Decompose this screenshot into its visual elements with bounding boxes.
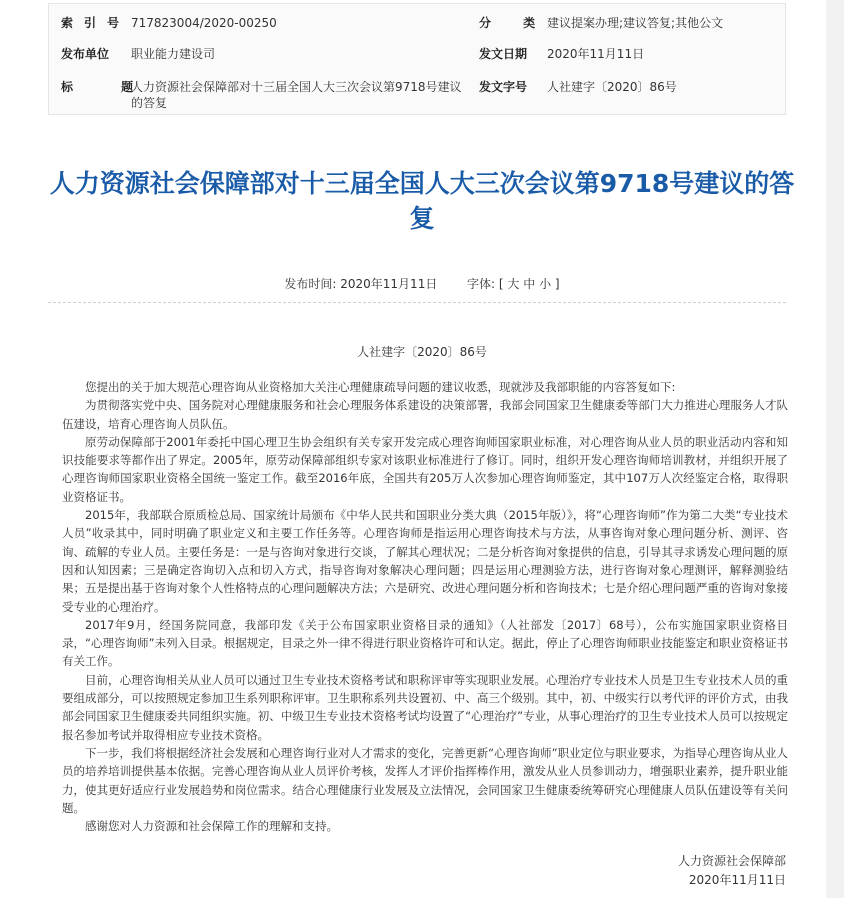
date-label: 发文日期 [479, 47, 528, 61]
signature-block [678, 852, 786, 890]
document-body [62, 378, 788, 835]
body-paragraph: 目前，心理咨询相关从业人员可以通过卫生专业技术资格考试和职称评审等实现职业发展。心理治疗专业技术人员是卫生专业技术人员的重要组成部分，可以按照规定参加卫生系列职称评审。卫生职称系列共设置初、中、高三个级别。其中，初、中级实行以考代评的评价方式，由我部会同国家卫生健康委共同组织实施。初、中级卫生专业技术资格考试均设置了“心理治疗”专业，从事心理治疗的卫生专业技术人员可以按规定报名参加考试并取得相应专业技术资格。 [62, 672, 788, 742]
index-value: 717823004/2020-00250 [131, 16, 277, 30]
publish-time-value: 2020年11月11日 [340, 277, 438, 291]
document-number: 人社建字〔2020〕86号 [357, 345, 487, 359]
publish-time-label: 发布时间: [284, 277, 337, 291]
font-size-open-bracket: [ [498, 277, 504, 291]
font-size-medium-link[interactable]: 中 [523, 277, 536, 291]
category-label: 分 类 [479, 16, 550, 30]
font-size-large-link[interactable]: 大 [507, 277, 520, 291]
header-divider [48, 302, 786, 303]
publish-info-bar [0, 275, 844, 292]
category-value: 建议提案办理;建议答复;其他公文 [547, 16, 724, 30]
date-value: 2020年11月11日 [547, 47, 645, 61]
title-value: 人力资源社会保障部对十三届全国人大三次会议第9718号建议的答复 [131, 80, 462, 110]
docno-label: 发文字号 [479, 80, 528, 94]
font-size-small-link[interactable]: 小 [539, 277, 552, 291]
font-size-label: 字体: [467, 277, 496, 291]
issuer-value: 职业能力建设司 [131, 47, 216, 61]
body-paragraph: 为贯彻落实党中央、国务院对心理健康服务和社会心理服务体系建设的决策部署，我部会同国家卫生健康委等部门大力推进心理服务人才队伍建设，培育心理咨询人员队伍。 [62, 398, 788, 431]
body-paragraph: 2017年9月，经国务院同意，我部印发《关于公布国家职业资格目录的通知》（人社部发〔2017〕68号），公布实施国家职业资格目录，“心理咨询师”未列入目录。根据规定，目录之外一律不得进行职业资格许可和认定。据此，停止了心理咨询师职业技能鉴定和职业资格证书有关工作。 [62, 617, 788, 669]
font-size-close-bracket: ] [554, 277, 560, 291]
body-paragraph: 2015年，我部联合原质检总局、国家统计局颁布《中华人民共和国职业分类大典（2015年版）》，将“心理咨询师”作为第二大类“专业技术人员”收录其中，同时明确了职业定义和主要工作任务等。心理咨询师是指运用心理咨询技术与方法，从事咨询对象心理问题分析、测评、咨询、疏解的专业人员。主要任务是：一是与咨询对象进行交谈，了解其心理状况；二是分析咨询对象提供的信息，引导其寻求诱发心理问题的原因和认知因素；三是确定咨询切入点和切入方式，指导咨询对象解决心理问题；四是运用心理测验方法，进行咨询对象心理测评，解释测验结果；五是提出基于咨询对象个人性格特点的心理问题解决方法；六是研究、改进心理问题分析和咨询技术；七是介绍心理问题严重的咨询对象接受专业的心理治疗。 [62, 508, 788, 614]
index-label: 索引号 [61, 16, 131, 30]
body-paragraph: 下一步，我们将根据经济社会发展和心理咨询行业对人才需求的变化，完善更新“心理咨询师”职业定位与职业要求，为指导心理咨询从业人员的培养培训提供基本依据。完善心理咨询从业人员评价考核，发挥人才评价指挥棒作用，激发从业人员参训动力，增强职业素养，提升职业能力，使其更好适应行业发展趋势和岗位需求。结合心理健康行业发展及立法情况，会同国家卫生健康委统筹研究心理健康人员队伍建设等有关问题。 [62, 745, 788, 815]
title-label: 标 题 [61, 80, 156, 94]
signature-org: 人力资源社会保障部 [677, 854, 786, 868]
docno-value: 人社建字〔2020〕86号 [547, 80, 677, 94]
document-metadata-table [48, 3, 786, 115]
page-title: 人力资源社会保障部对十三届全国人大三次会议第9718号建议的答复 [49, 169, 795, 233]
body-paragraph: 您提出的关于加大规范心理咨询从业资格加大关注心理健康疏导问题的建议收悉，现就涉及我部职能的内容答复如下: [85, 380, 676, 394]
body-paragraph: 原劳动保障部于2001年委托中国心理卫生协会组织有关专家开发完成心理咨询师国家职业标准，对心理咨询从业人员的职业活动内容和知识技能要求等都作出了界定。2005年，原劳动保障部组织专家对该职业标准进行了修订。同时，组织开发心理咨询师培训教材，并组织开展了心理咨询师国家职业资格全国统一鉴定工作。截至2016年底，全国共有205万人次参加心理咨询师鉴定，其中107万人次经鉴定合格，取得职业资格证书。 [62, 434, 788, 504]
signature-date: 2020年11月11日 [688, 873, 786, 887]
issuer-label: 发布单位 [61, 47, 110, 61]
body-paragraph: 感谢您对人力资源和社会保障工作的理解和支持。 [85, 819, 338, 834]
scrollbar-track[interactable] [826, 0, 844, 898]
